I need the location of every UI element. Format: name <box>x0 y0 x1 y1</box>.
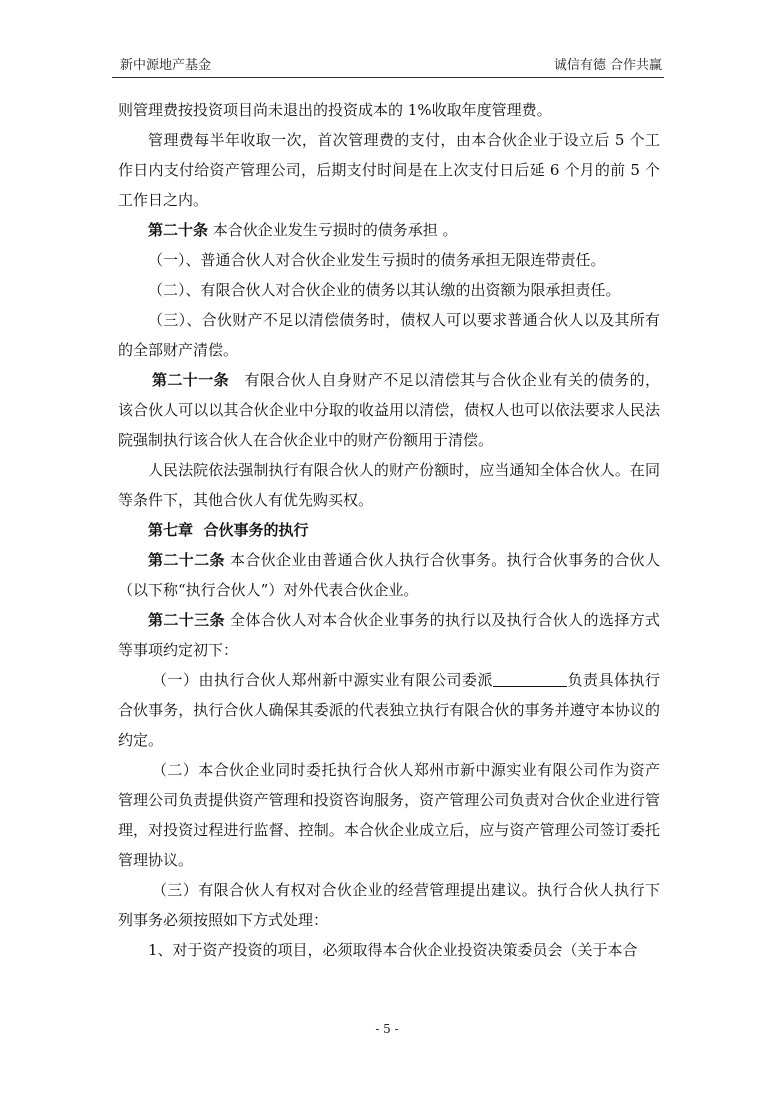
paragraph-item-1: （一）由执行合伙人郑州新中源实业有限公司委派 负责具体执行合伙事务，执行合伙人确保其委派的代表独立执行有限合伙的事务并遵守本协议的约定。 <box>118 671 660 749</box>
article-label: 第二十二条 <box>148 551 225 569</box>
paragraph-item-3: （三）有限合伙人有权对合伙企业的经营管理提出建议。执行合伙人执行下列事务必须按照如下方式处理： <box>118 881 660 929</box>
article-label: 第二十一条 <box>152 371 230 389</box>
paragraph-item-2: （二）本合伙企业同时委托执行合伙人郑州市新中源实业有限公司作为资产管理公司负责提供资产管理和投资咨询服务，资产管理公司负责对合伙企业进行管理，对投资过程进行监督、控制。本合伙企业成立后，应与资产管理公司签订委托管理协议。 <box>118 761 660 869</box>
article-20-heading: 第二十条 本合伙企业发生亏损时的债务承担 。 <box>148 221 458 239</box>
header-divider <box>112 77 664 78</box>
paragraph-1: 则管理费按投资项目尚未退出的投资成本的 1%收取年度管理费。 <box>118 101 552 119</box>
article-22: 第二十二条 本合伙企业由普通合伙人执行合伙事务。执行合伙事务的合伙人（以下称“执行合伙人”）对外代表合伙企业。 <box>118 551 660 599</box>
paragraph-court-enforcement: 人民法院依法强制执行有限合伙人的财产份额时，应当通知全体合伙人。在同等条件下，其他合伙人有优先购买权。 <box>118 461 660 509</box>
document-body <box>118 95 660 965</box>
page-header <box>112 54 664 76</box>
article-label: 第二十条 <box>148 221 209 239</box>
paragraph-clause-1: （一）、普通合伙人对合伙企业发生亏损时的债务承担无限连带责任。 <box>148 251 606 269</box>
chapter-label: 第七章 合伙事务的执行 <box>148 521 309 539</box>
article-23: 第二十三条 全体合伙人对本合伙企业事务的执行以及执行合伙人的选择方式等事项约定初下： <box>118 611 660 659</box>
header-right-text: 诚信有德 合作共赢 <box>553 58 662 73</box>
chapter-7-heading <box>118 515 660 545</box>
paragraph-2: 管理费每半年收取一次，首次管理费的支付，由本合伙企业于设立后 5 个工作日内支付给资产管理公司，后期支付时间是在上次支付日后延 6 个月的前 5 个工作日之内。 <box>118 131 660 209</box>
page-number: - 5 - <box>375 1022 399 1036</box>
paragraph-clause-3: （三）、合伙财产不足以清偿债务时，债权人可以要求普通合伙人以及其所有的全部财产清偿。 <box>118 311 660 359</box>
article-label: 第二十三条 <box>148 611 225 629</box>
article-21: 第二十一条 有限合伙人自身财产不足以清偿其与合伙企业有关的债务的，该合伙人可以以其合伙企业中分取的收益用以清偿，债权人也可以依法要求人民法院强制执行该合伙人在合伙企业中的财产份额用于清偿。 <box>118 371 660 449</box>
paragraph-item-3-1: 1、对于资产投资的项目，必须取得本合伙企业投资决策委员会（关于本合 <box>148 941 638 959</box>
header-left-text: 新中源地产基金 <box>120 58 212 73</box>
paragraph-clause-2: （二）、有限合伙人对合伙企业的债务以其认缴的出资额为限承担责任。 <box>148 281 621 299</box>
fill-in-blank[interactable] <box>493 670 567 687</box>
